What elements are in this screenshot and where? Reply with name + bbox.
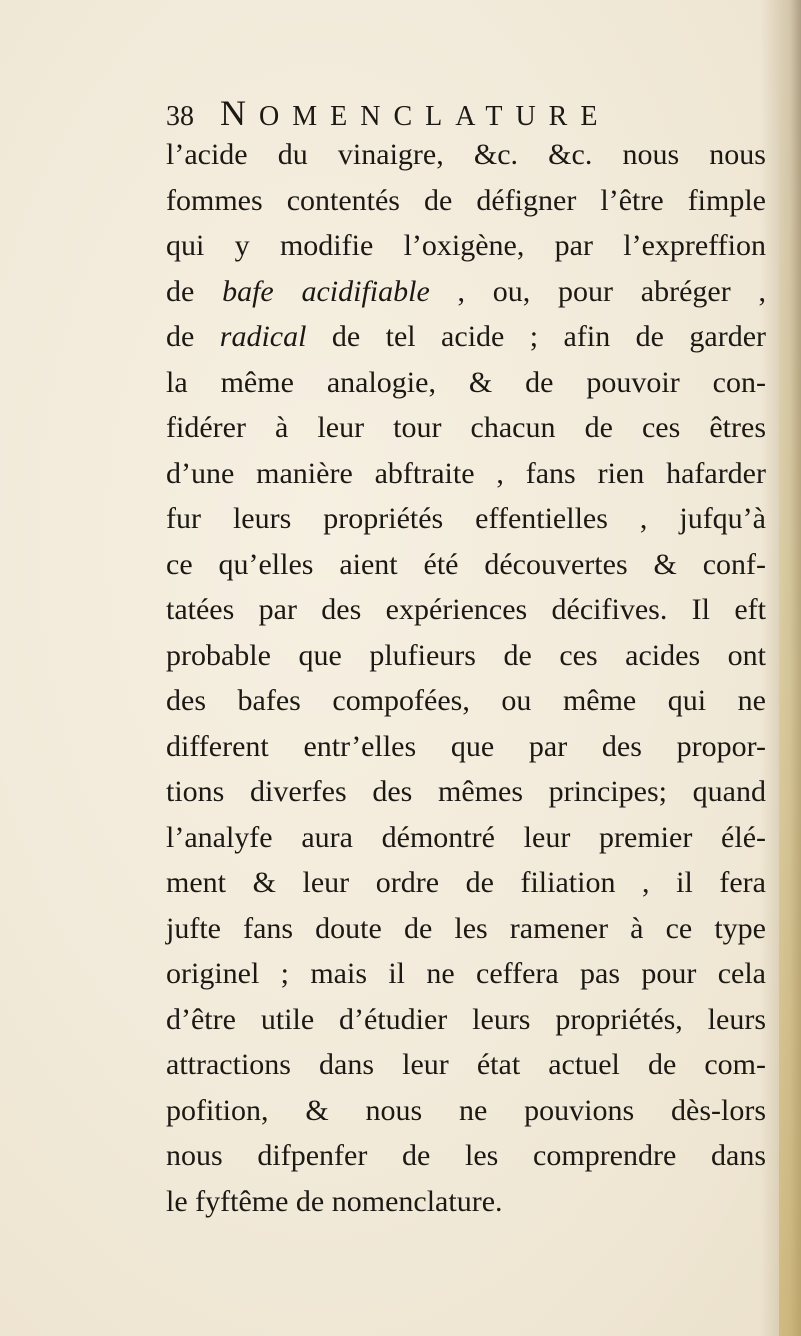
page-edge-shadow xyxy=(779,0,801,1336)
text-line-14: different entr’elles que par des propor- xyxy=(166,729,766,763)
text-line-12: probable que plufieurs de ces acides ont xyxy=(166,638,766,672)
text-line-9: fur leurs propriétés effentielles , jufqu’à xyxy=(166,502,766,535)
text-line-21: attractions dans leur état actuel de com- xyxy=(166,1048,766,1081)
text-line-15: tions diverfes des mêmes principes; quand xyxy=(166,775,766,808)
text-line-10: ce qu’elles aient été découvertes & conf- xyxy=(166,547,766,581)
page-number: 38 xyxy=(166,101,194,132)
running-title-rest: OMENCLATURE xyxy=(259,101,611,132)
italic-term: radical xyxy=(219,320,307,353)
text-line-3: qui y modifie l’oxigène, par l’expreffion xyxy=(166,229,766,262)
text-line-1: l’acide du vinaigre, &c. &c. nous nous xyxy=(166,138,766,171)
text-line-19: originel ; mais il ne ceffera pas pour cela xyxy=(166,957,766,990)
italic-term: bafe acidifiable xyxy=(222,274,430,308)
text-line-11: tatées par des expériences décifives. Il eft xyxy=(166,593,766,626)
text-line-23: nous difpenfer de les comprendre dans xyxy=(166,1139,766,1172)
running-header xyxy=(166,92,636,133)
text-line-2: fommes contentés de défigner l’être fimple xyxy=(166,183,766,217)
text-line-18: jufte fans doute de les ramener à ce type xyxy=(166,911,766,945)
running-title-initial: N xyxy=(220,93,259,133)
text-line-20: d’être utile d’étudier leurs propriétés, leurs xyxy=(166,1002,766,1036)
text-line-7: fidérer à leur tour chacun de ces êtres xyxy=(166,411,766,444)
text-line-17: ment & leur ordre de filiation , il fera xyxy=(166,866,766,899)
text-line-5: de radical de tel acide ; afin de garder xyxy=(166,320,766,353)
text-line-24: le fyftême de nomenclature. xyxy=(166,1184,503,1218)
text-line-8: d’une manière abftraite , fans rien hafarder xyxy=(166,456,766,490)
text-line-4: de bafe acidifiable , ou, pour abréger , xyxy=(166,274,766,308)
text-line-13: des bafes compofées, ou même qui ne xyxy=(166,684,766,717)
running-title xyxy=(220,92,610,134)
body-text xyxy=(166,132,766,1224)
text-line-22: pofition, & nous ne pouvions dès-lors xyxy=(166,1093,766,1127)
text-line-6: la même analogie, & de pouvoir con- xyxy=(166,365,766,399)
text-line-16: l’analyfe aura démontré leur premier élé- xyxy=(166,820,766,854)
